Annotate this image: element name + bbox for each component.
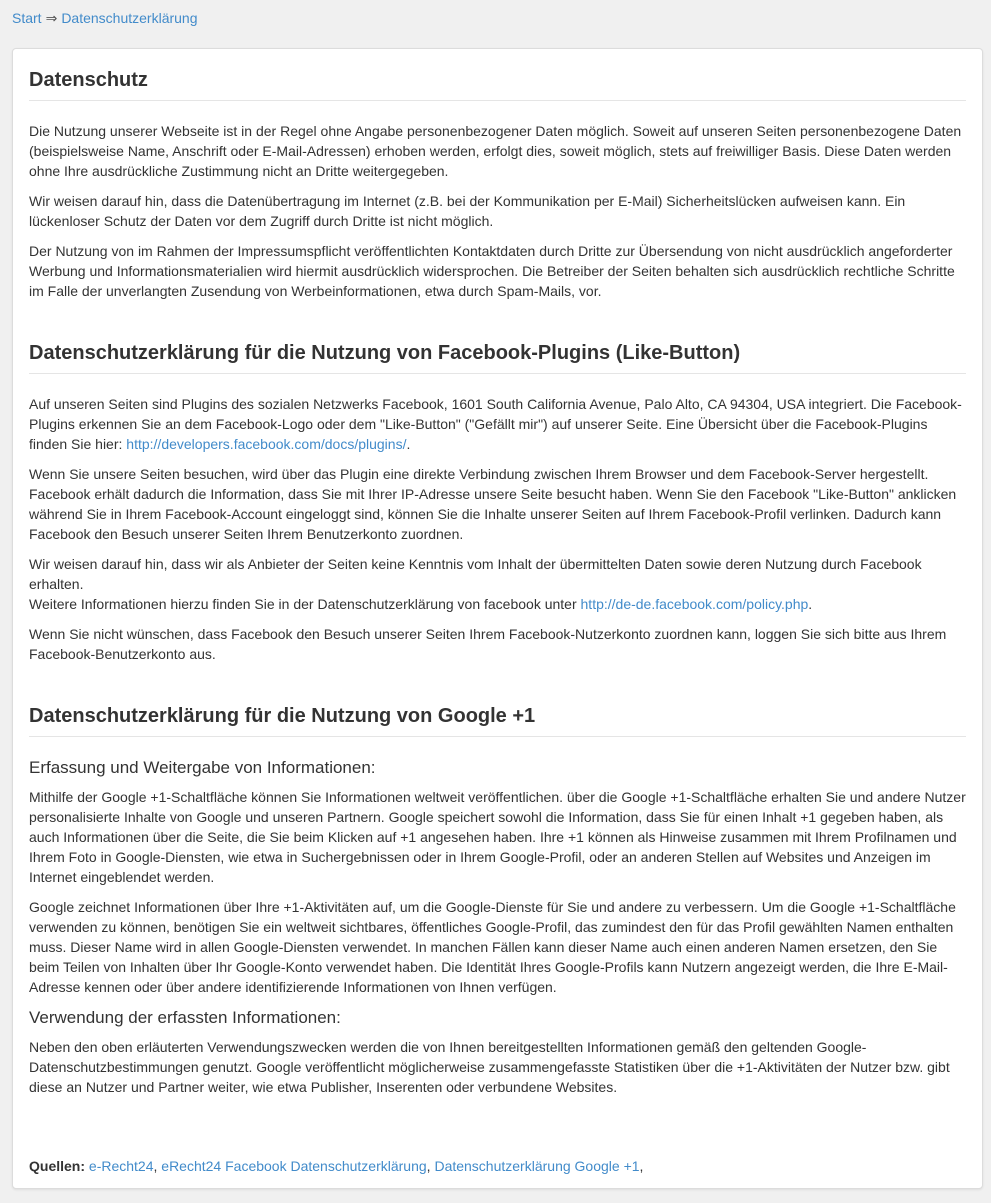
facebook-paragraph-3-line1: Wir weisen darauf hin, dass wir als Anbieter der Seiten keine Kenntnis vom Inhalt der übermittelten Daten sowie deren Nutzung durch Facebook erhalten. (29, 556, 922, 592)
section-google-title: Datenschutzerklärung für die Nutzung von Google +1 (29, 704, 966, 737)
source-separator: , (426, 1158, 435, 1174)
section-facebook-title: Datenschutzerklärung für die Nutzung von Facebook-Plugins (Like-Button) (29, 341, 966, 374)
google-subheading-verwendung: Verwendung der erfassten Informationen: (29, 1008, 341, 1027)
facebook-paragraph-1 (29, 394, 966, 454)
breadcrumb-current-link[interactable]: Datenschutzerklärung (61, 10, 198, 26)
datenschutz-paragraph-1: Die Nutzung unserer Webseite ist in der Regel ohne Angabe personenbezogener Daten möglich. Soweit auf unseren Seiten personenbezogene Daten (beispielsweise Name, Anschrift oder E-Mail-Adressen) erhoben werden, erfolgt dies, soweit möglich, stets auf freiwilliger Basis. Diese Daten werden ohne Ihre ausdrückliche Zustimmung nicht an Dritte weitergegeben. (29, 123, 962, 179)
source-link-google[interactable]: Datenschutzerklärung Google +1 (434, 1158, 640, 1174)
breadcrumb-separator: ⇒ (45, 10, 58, 26)
facebook-paragraph-3 (29, 554, 966, 614)
sources-line (29, 1156, 643, 1176)
facebook-paragraph-4: Wenn Sie nicht wünschen, dass Facebook den Besuch unserer Seiten Ihrem Facebook-Nutzerkonto zuordnen kann, loggen Sie sich bitte aus Ihrem Facebook-Benutzerkonto aus. (29, 626, 947, 662)
google-paragraph-2: Google zeichnet Informationen über Ihre +1-Aktivitäten auf, um die Google-Dienste für Sie und andere zu verbessern. Um die Google +1-Schaltfläche verwenden zu können, benötigen Sie ein weltweit sichtbares, öffentliches Google-Profil, das zumindest den für das Profil gewählten Namen enthalten muss. Dieser Name wird in allen Google-Diensten verwendet. In manchen Fällen kann dieser Name auch einen anderen Namen ersetzen, den Sie beim Teilen von Inhalten über Ihr Google-Konto verwendet haben. Die Identität Ihres Google-Profils kann Nutzern angezeigt werden, die Ihre E-Mail-Adresse kennen oder über andere identifizierende Informationen von Ihnen verfügen. (29, 899, 956, 995)
facebook-paragraph-1-text: Auf unseren Seiten sind Plugins des sozialen Netzwerks Facebook, 1601 South California Avenue, Palo Alto, CA 94304, USA integriert. Die Facebook-Plugins erkennen Sie an dem Facebook-Logo oder dem "Like-Button" ("Gefällt mir") auf unserer Seite. Eine Übersicht über die Facebook-Plugins finden Sie hier: (29, 396, 962, 452)
facebook-policy-link[interactable]: http://de-de.facebook.com/policy.php (580, 596, 809, 612)
section-datenschutz-title: Datenschutz (29, 68, 966, 101)
google-paragraph-1: Mithilfe der Google +1-Schaltfläche können Sie Informationen weltweit veröffentlichen. über die Google +1-Schaltfläche erhalten Sie und andere Nutzer personalisierte Inhalte von Google und unseren Partnern. Google speichert sowohl die Information, dass Sie für einen Inhalt +1 gegeben haben, als auch Informationen über die Seite, die Sie beim Klicken auf +1 angesehen haben. Ihre +1 können als Hinweise zusammen mit Ihrem Profilnamen und Ihrem Foto in Google-Diensten, wie etwa in Suchergebnissen oder in Ihrem Google-Profil, oder an anderen Stellen auf Websites und Anzeigen im Internet eingeblendet werden. (29, 789, 966, 885)
breadcrumb (12, 8, 198, 28)
facebook-paragraph-3-end: . (808, 596, 813, 612)
google-subheading-erfassung: Erfassung und Weitergabe von Informationen: (29, 758, 376, 777)
source-separator: , (153, 1158, 162, 1174)
breadcrumb-home-link[interactable]: Start (12, 10, 42, 26)
datenschutz-paragraph-2: Wir weisen darauf hin, dass die Datenübertragung im Internet (z.B. bei der Kommunikation per E-Mail) Sicherheitslücken aufweisen kann. Ein lückenloser Schutz der Daten vor dem Zugriff durch Dritte ist nicht möglich. (29, 193, 906, 229)
facebook-paragraph-1-end: . (406, 436, 411, 452)
facebook-plugins-link[interactable]: http://developers.facebook.com/docs/plugins/ (126, 436, 407, 452)
source-link-erecht24[interactable]: e-Recht24 (88, 1158, 154, 1174)
source-trailing-comma: , (639, 1158, 644, 1174)
sources-label: Quellen: (29, 1158, 86, 1174)
content-panel (12, 48, 983, 1189)
google-paragraph-3: Neben den oben erläuterten Verwendungszwecken werden die von Ihnen bereitgestellten Informationen gemäß den geltenden Google-Datenschutzbestimmungen genutzt. Google veröffentlicht möglicherweise zusammengefasste Statistiken über die +1-Aktivitäten der Nutzer bzw. gibt diese an Nutzer und Partner weiter, wie etwa Publisher, Inserenten oder verbundene Websites. (29, 1039, 950, 1095)
facebook-paragraph-2: Wenn Sie unsere Seiten besuchen, wird über das Plugin eine direkte Verbindung zwischen Ihrem Browser und dem Facebook-Server hergestellt. Facebook erhält dadurch die Information, dass Sie mit Ihrer IP-Adresse unsere Seite besucht haben. Wenn Sie den Facebook "Like-Button" anklicken während Sie in Ihrem Facebook-Account eingeloggt sind, können Sie die Inhalte unserer Seiten auf Ihrem Facebook-Profil verlinken. Dadurch kann Facebook den Besuch unserer Seiten Ihrem Benutzerkonto zuordnen. (29, 466, 957, 542)
facebook-paragraph-3-line2: Weitere Informationen hierzu finden Sie in der Datenschutzerklärung von facebook unter (29, 596, 581, 612)
source-link-facebook[interactable]: eRecht24 Facebook Datenschutzerklärung (161, 1158, 427, 1174)
datenschutz-paragraph-3: Der Nutzung von im Rahmen der Impressumspflicht veröffentlichten Kontaktdaten durch Dritte zur Übersendung von nicht ausdrücklich angeforderter Werbung und Informationsmaterialien wird hiermit ausdrücklich widersprochen. Die Betreiber der Seiten behalten sich ausdrücklich rechtliche Schritte im Falle der unverlangten Zusendung von Werbeinformationen, etwa durch Spam-Mails, vor. (29, 243, 955, 299)
